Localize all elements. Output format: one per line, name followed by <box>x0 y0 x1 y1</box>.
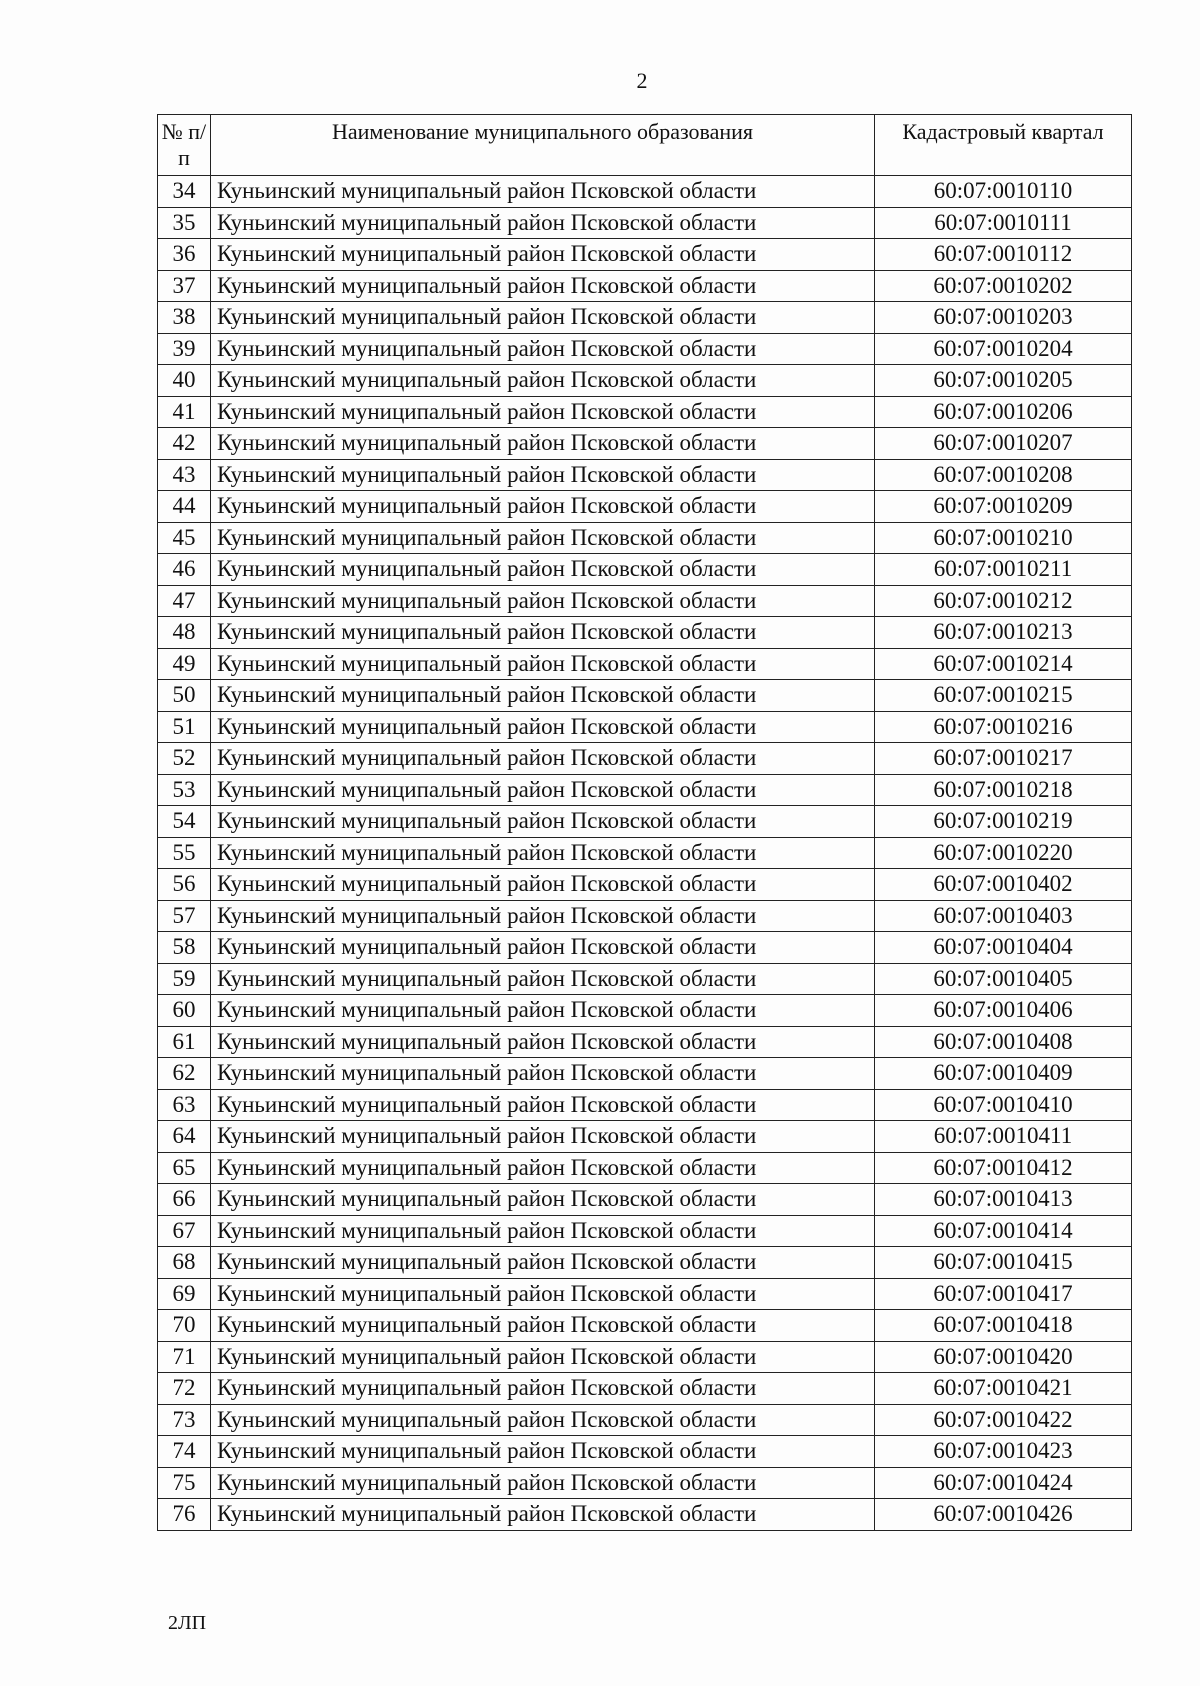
cell-row-number: 47 <box>158 585 211 617</box>
cell-row-number: 54 <box>158 806 211 838</box>
cell-row-number: 64 <box>158 1121 211 1153</box>
cell-municipality-name: Куньинский муниципальный район Псковской области <box>211 1310 875 1342</box>
table-row <box>158 1467 1132 1499</box>
cell-cadastral-quarter: 60:07:0010418 <box>875 1310 1132 1342</box>
cell-row-number: 65 <box>158 1152 211 1184</box>
table-row <box>158 585 1132 617</box>
table-row <box>158 207 1132 239</box>
cell-municipality-name: Куньинский муниципальный район Псковской области <box>211 207 875 239</box>
cell-cadastral-quarter: 60:07:0010421 <box>875 1373 1132 1405</box>
cell-cadastral-quarter: 60:07:0010423 <box>875 1436 1132 1468</box>
table-row <box>158 522 1132 554</box>
table-row <box>158 1310 1132 1342</box>
cell-row-number: 70 <box>158 1310 211 1342</box>
cell-municipality-name: Куньинский муниципальный район Псковской области <box>211 1089 875 1121</box>
cell-cadastral-quarter: 60:07:0010203 <box>875 302 1132 334</box>
cell-municipality-name: Куньинский муниципальный район Псковской области <box>211 1373 875 1405</box>
cell-row-number: 73 <box>158 1404 211 1436</box>
cell-cadastral-quarter: 60:07:0010426 <box>875 1499 1132 1531</box>
cell-row-number: 57 <box>158 900 211 932</box>
cell-municipality-name: Куньинский муниципальный район Псковской области <box>211 932 875 964</box>
cell-row-number: 45 <box>158 522 211 554</box>
cell-cadastral-quarter: 60:07:0010216 <box>875 711 1132 743</box>
cell-cadastral-quarter: 60:07:0010406 <box>875 995 1132 1027</box>
cell-municipality-name: Куньинский муниципальный район Псковской области <box>211 459 875 491</box>
cell-cadastral-quarter: 60:07:0010202 <box>875 270 1132 302</box>
cell-municipality-name: Куньинский муниципальный район Псковской области <box>211 806 875 838</box>
cell-row-number: 50 <box>158 680 211 712</box>
cell-municipality-name: Куньинский муниципальный район Псковской области <box>211 837 875 869</box>
cell-row-number: 52 <box>158 743 211 775</box>
cell-municipality-name: Куньинский муниципальный район Псковской области <box>211 554 875 586</box>
cell-cadastral-quarter: 60:07:0010209 <box>875 491 1132 523</box>
table-row <box>158 648 1132 680</box>
cell-municipality-name: Куньинский муниципальный район Псковской области <box>211 396 875 428</box>
cell-cadastral-quarter: 60:07:0010402 <box>875 869 1132 901</box>
cell-cadastral-quarter: 60:07:0010206 <box>875 396 1132 428</box>
table-row <box>158 365 1132 397</box>
cell-row-number: 56 <box>158 869 211 901</box>
cell-cadastral-quarter: 60:07:0010110 <box>875 176 1132 208</box>
table-row <box>158 995 1132 1027</box>
cell-row-number: 67 <box>158 1215 211 1247</box>
cell-cadastral-quarter: 60:07:0010408 <box>875 1026 1132 1058</box>
table-row <box>158 333 1132 365</box>
cell-cadastral-quarter: 60:07:0010214 <box>875 648 1132 680</box>
cell-cadastral-quarter: 60:07:0010411 <box>875 1121 1132 1153</box>
cell-row-number: 51 <box>158 711 211 743</box>
table-row <box>158 869 1132 901</box>
footer-code: 2ЛП <box>168 1612 207 1634</box>
table-row <box>158 176 1132 208</box>
cell-cadastral-quarter: 60:07:0010405 <box>875 963 1132 995</box>
cell-row-number: 68 <box>158 1247 211 1279</box>
cell-row-number: 61 <box>158 1026 211 1058</box>
cell-cadastral-quarter: 60:07:0010412 <box>875 1152 1132 1184</box>
cell-cadastral-quarter: 60:07:0010212 <box>875 585 1132 617</box>
cell-row-number: 43 <box>158 459 211 491</box>
table-row <box>158 270 1132 302</box>
cell-row-number: 59 <box>158 963 211 995</box>
cell-municipality-name: Куньинский муниципальный район Псковской области <box>211 239 875 271</box>
cell-row-number: 46 <box>158 554 211 586</box>
cell-municipality-name: Куньинский муниципальный район Псковской области <box>211 711 875 743</box>
cell-cadastral-quarter: 60:07:0010415 <box>875 1247 1132 1279</box>
cell-cadastral-quarter: 60:07:0010210 <box>875 522 1132 554</box>
cell-row-number: 42 <box>158 428 211 460</box>
cell-row-number: 37 <box>158 270 211 302</box>
cell-cadastral-quarter: 60:07:0010204 <box>875 333 1132 365</box>
cell-row-number: 34 <box>158 176 211 208</box>
cell-cadastral-quarter: 60:07:0010413 <box>875 1184 1132 1216</box>
table-row <box>158 774 1132 806</box>
table-row <box>158 1341 1132 1373</box>
cell-cadastral-quarter: 60:07:0010218 <box>875 774 1132 806</box>
cell-cadastral-quarter: 60:07:0010414 <box>875 1215 1132 1247</box>
cell-municipality-name: Куньинский муниципальный район Псковской области <box>211 869 875 901</box>
cell-municipality-name: Куньинский муниципальный район Псковской области <box>211 333 875 365</box>
table-row <box>158 1373 1132 1405</box>
table-row <box>158 1247 1132 1279</box>
cell-cadastral-quarter: 60:07:0010211 <box>875 554 1132 586</box>
cell-municipality-name: Куньинский муниципальный район Псковской области <box>211 522 875 554</box>
cell-cadastral-quarter: 60:07:0010424 <box>875 1467 1132 1499</box>
cell-municipality-name: Куньинский муниципальный район Псковской области <box>211 1247 875 1279</box>
table-header-row <box>158 115 1132 176</box>
cell-municipality-name: Куньинский муниципальный район Псковской области <box>211 176 875 208</box>
table-row <box>158 1436 1132 1468</box>
cell-row-number: 36 <box>158 239 211 271</box>
cadastral-table <box>157 114 1132 1531</box>
table-row <box>158 1058 1132 1090</box>
header-cadastral-quarter: Кадастровый квартал <box>875 115 1132 176</box>
cell-row-number: 49 <box>158 648 211 680</box>
cell-municipality-name: Куньинский муниципальный район Псковской области <box>211 900 875 932</box>
cell-cadastral-quarter: 60:07:0010213 <box>875 617 1132 649</box>
cell-municipality-name: Куньинский муниципальный район Псковской области <box>211 365 875 397</box>
cell-row-number: 55 <box>158 837 211 869</box>
table-row <box>158 302 1132 334</box>
cell-municipality-name: Куньинский муниципальный район Псковской области <box>211 1058 875 1090</box>
cell-municipality-name: Куньинский муниципальный район Псковской области <box>211 743 875 775</box>
cell-row-number: 63 <box>158 1089 211 1121</box>
cell-municipality-name: Куньинский муниципальный район Псковской области <box>211 1278 875 1310</box>
cell-row-number: 66 <box>158 1184 211 1216</box>
cell-row-number: 44 <box>158 491 211 523</box>
cell-municipality-name: Куньинский муниципальный район Псковской области <box>211 617 875 649</box>
cell-municipality-name: Куньинский муниципальный район Псковской области <box>211 1215 875 1247</box>
cell-cadastral-quarter: 60:07:0010409 <box>875 1058 1132 1090</box>
cell-municipality-name: Куньинский муниципальный район Псковской области <box>211 1404 875 1436</box>
table-row <box>158 837 1132 869</box>
cell-municipality-name: Куньинский муниципальный район Псковской области <box>211 1467 875 1499</box>
table-row <box>158 1152 1132 1184</box>
cell-cadastral-quarter: 60:07:0010207 <box>875 428 1132 460</box>
cell-cadastral-quarter: 60:07:0010219 <box>875 806 1132 838</box>
cell-row-number: 71 <box>158 1341 211 1373</box>
cell-municipality-name: Куньинский муниципальный район Псковской области <box>211 1499 875 1531</box>
cell-cadastral-quarter: 60:07:0010420 <box>875 1341 1132 1373</box>
cell-municipality-name: Куньинский муниципальный район Псковской области <box>211 995 875 1027</box>
cell-row-number: 72 <box>158 1373 211 1405</box>
table-row <box>158 680 1132 712</box>
cell-row-number: 35 <box>158 207 211 239</box>
table-row <box>158 1184 1132 1216</box>
cell-cadastral-quarter: 60:07:0010422 <box>875 1404 1132 1436</box>
cell-municipality-name: Куньинский муниципальный район Псковской области <box>211 1121 875 1153</box>
table-row <box>158 396 1132 428</box>
cell-row-number: 62 <box>158 1058 211 1090</box>
cell-cadastral-quarter: 60:07:0010220 <box>875 837 1132 869</box>
table-row <box>158 459 1132 491</box>
table-row <box>158 239 1132 271</box>
table-header <box>158 115 1132 176</box>
cell-municipality-name: Куньинский муниципальный район Псковской области <box>211 302 875 334</box>
header-municipality-name: Наименование муниципального образования <box>211 115 875 176</box>
cell-row-number: 76 <box>158 1499 211 1531</box>
cell-cadastral-quarter: 60:07:0010404 <box>875 932 1132 964</box>
cell-municipality-name: Куньинский муниципальный район Псковской области <box>211 680 875 712</box>
cell-row-number: 60 <box>158 995 211 1027</box>
cell-municipality-name: Куньинский муниципальный район Псковской области <box>211 774 875 806</box>
cell-municipality-name: Куньинский муниципальный район Псковской области <box>211 1026 875 1058</box>
cell-cadastral-quarter: 60:07:0010417 <box>875 1278 1132 1310</box>
cell-cadastral-quarter: 60:07:0010205 <box>875 365 1132 397</box>
cell-row-number: 39 <box>158 333 211 365</box>
cell-cadastral-quarter: 60:07:0010111 <box>875 207 1132 239</box>
cell-row-number: 40 <box>158 365 211 397</box>
cell-municipality-name: Куньинский муниципальный район Псковской области <box>211 1184 875 1216</box>
cell-municipality-name: Куньинский муниципальный район Псковской области <box>211 270 875 302</box>
table-row <box>158 1278 1132 1310</box>
table-row <box>158 1499 1132 1531</box>
cell-cadastral-quarter: 60:07:0010217 <box>875 743 1132 775</box>
table-row <box>158 900 1132 932</box>
cell-row-number: 75 <box>158 1467 211 1499</box>
cell-municipality-name: Куньинский муниципальный район Псковской области <box>211 1341 875 1373</box>
table-row <box>158 711 1132 743</box>
cell-cadastral-quarter: 60:07:0010112 <box>875 239 1132 271</box>
cell-cadastral-quarter: 60:07:0010208 <box>875 459 1132 491</box>
cell-municipality-name: Куньинский муниципальный район Псковской области <box>211 428 875 460</box>
table-row <box>158 428 1132 460</box>
cell-row-number: 41 <box>158 396 211 428</box>
cell-municipality-name: Куньинский муниципальный район Псковской области <box>211 491 875 523</box>
cell-cadastral-quarter: 60:07:0010410 <box>875 1089 1132 1121</box>
table-row <box>158 743 1132 775</box>
table-row <box>158 1089 1132 1121</box>
table-row <box>158 1215 1132 1247</box>
cell-row-number: 38 <box>158 302 211 334</box>
cell-row-number: 48 <box>158 617 211 649</box>
cell-cadastral-quarter: 60:07:0010403 <box>875 900 1132 932</box>
table-row <box>158 554 1132 586</box>
table-row <box>158 1121 1132 1153</box>
page-number: 2 <box>636 68 648 93</box>
table-row <box>158 1404 1132 1436</box>
cell-row-number: 58 <box>158 932 211 964</box>
cell-municipality-name: Куньинский муниципальный район Псковской области <box>211 1152 875 1184</box>
table-row <box>158 491 1132 523</box>
table-row <box>158 806 1132 838</box>
table-body <box>158 176 1132 1531</box>
table-row <box>158 617 1132 649</box>
cell-cadastral-quarter: 60:07:0010215 <box>875 680 1132 712</box>
table-row <box>158 963 1132 995</box>
table-row <box>158 1026 1132 1058</box>
cell-municipality-name: Куньинский муниципальный район Псковской области <box>211 585 875 617</box>
cell-row-number: 74 <box>158 1436 211 1468</box>
table-row <box>158 932 1132 964</box>
cell-row-number: 53 <box>158 774 211 806</box>
cell-row-number: 69 <box>158 1278 211 1310</box>
cell-municipality-name: Куньинский муниципальный район Псковской области <box>211 648 875 680</box>
header-row-number: № п/п <box>158 115 211 176</box>
cell-municipality-name: Куньинский муниципальный район Псковской области <box>211 1436 875 1468</box>
cell-municipality-name: Куньинский муниципальный район Псковской области <box>211 963 875 995</box>
